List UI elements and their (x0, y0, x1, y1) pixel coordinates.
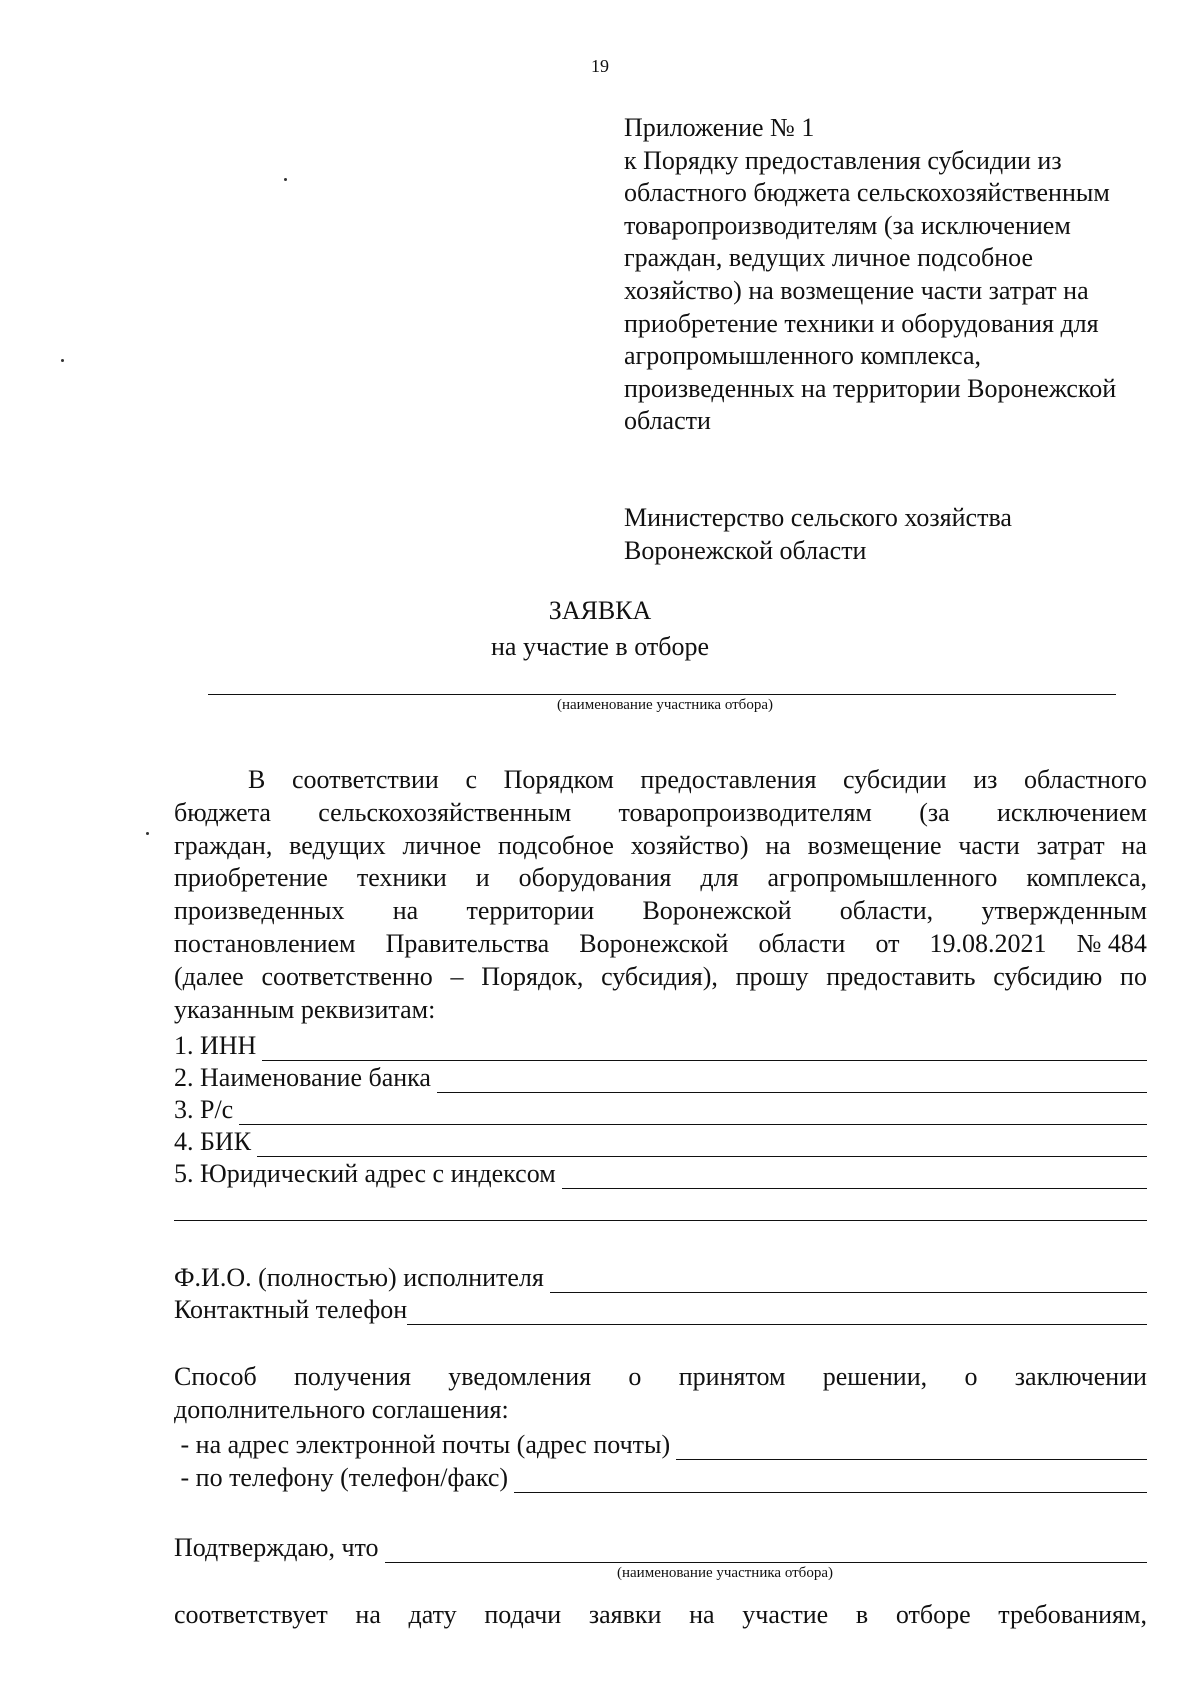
body-word: субсидии (843, 765, 947, 794)
statement-word: заявки (588, 1600, 662, 1629)
statement-word: уведомления (448, 1362, 592, 1391)
notification-method-continuation: дополнительного соглашения: (174, 1395, 509, 1424)
body-word: В (248, 765, 266, 794)
body-word: Порядком (503, 765, 614, 794)
bik-label: 4. БИК (174, 1127, 252, 1156)
statement-word: подачи (484, 1600, 562, 1629)
body-line (174, 895, 1147, 928)
statement-word: на (355, 1600, 381, 1629)
body-line (174, 764, 1147, 797)
body-word: (за (919, 797, 950, 827)
bik-input[interactable] (257, 1132, 1147, 1157)
statement-word: на (689, 1600, 715, 1629)
body-paragraph (174, 764, 1147, 1026)
legal-address-label: 5. Юридический адрес с индексом (174, 1159, 556, 1188)
addressee-line: Воронежской области (624, 536, 867, 565)
body-word: предоставления (640, 765, 817, 794)
body-word: предоставить (826, 961, 976, 991)
appendix-line: хозяйство) на возмещение части затрат на (624, 275, 1089, 305)
statement-word: требованиям, (998, 1600, 1147, 1629)
statement-word: о (964, 1362, 978, 1391)
phone-fax-input[interactable] (514, 1468, 1147, 1493)
inn-label: 1. ИНН (174, 1031, 257, 1060)
body-word: исключением (997, 797, 1147, 827)
body-word: комплекса, (1026, 863, 1147, 893)
body-line (174, 961, 1147, 994)
body-word: субсидию (993, 961, 1103, 991)
participant-name-caption: (наименование участника отбора) (557, 697, 773, 713)
body-word: возмещение (807, 830, 942, 860)
confirm-participant-input[interactable] (385, 1538, 1147, 1563)
executor-name-label: Ф.И.О. (полностью) исполнителя (174, 1263, 544, 1292)
body-word: приобретение (174, 863, 328, 893)
bank-name-label: 2. Наименование банка (174, 1063, 431, 1092)
statement-word: дату (408, 1600, 457, 1629)
body-word: Воронежской (642, 896, 792, 926)
body-word: для (700, 863, 739, 893)
statement-word: решении, (822, 1362, 928, 1391)
bik-field-row (174, 1125, 1147, 1157)
body-word: сельскохозяйственным (318, 797, 572, 827)
body-word: бюджета (174, 797, 271, 827)
account-label: 3. Р/с (174, 1095, 234, 1124)
body-word: соответствии (291, 765, 439, 794)
body-word: области, (839, 896, 934, 926)
appendix-heading (624, 112, 1184, 438)
body-word: постановлением (174, 928, 356, 958)
body-word: по (1120, 961, 1147, 991)
scan-speck (284, 178, 287, 181)
body-word: от (875, 928, 900, 958)
body-word: Воронежской (579, 928, 729, 958)
contact-phone-field-row (174, 1293, 1147, 1325)
appendix-line: области (624, 406, 711, 436)
statement-word: заключении (1014, 1362, 1147, 1391)
statement-word: получения (294, 1362, 411, 1391)
confirm-caption: (наименование участника отбора) (617, 1565, 833, 1581)
phone-option-row (174, 1461, 1147, 1493)
body-word: областного (1023, 765, 1147, 794)
body-line (174, 928, 1147, 961)
scan-speck (146, 832, 149, 835)
statement-word: соответствует (174, 1600, 328, 1629)
appendix-line: к Порядку предоставления субсидии из (624, 145, 1062, 175)
scan-speck (61, 359, 64, 362)
body-word: произведенных (174, 896, 345, 926)
body-word: и (475, 863, 490, 893)
body-word: – (450, 961, 464, 991)
body-word: соответственно (261, 961, 433, 991)
account-input[interactable] (239, 1100, 1147, 1125)
body-word: затрат (1036, 830, 1105, 860)
body-word: на (1121, 830, 1147, 860)
phone-option-label: - по телефону (телефон/факс) (174, 1463, 509, 1492)
body-word: оборудования (518, 863, 672, 893)
statement-word: о (628, 1362, 642, 1391)
document-subtitle: на участие в отборе (491, 632, 709, 661)
body-word: № 484 (1076, 928, 1147, 958)
body-word: утвержденным (981, 896, 1147, 926)
compliance-statement-line (174, 1600, 1147, 1630)
body-word: личное (402, 830, 482, 860)
participant-name-field[interactable] (208, 694, 1116, 695)
email-option-label: - на адрес электронной почты (адрес почты) (174, 1430, 671, 1459)
contact-phone-input[interactable] (407, 1300, 1147, 1325)
body-line (174, 830, 1147, 863)
bank-name-input[interactable] (437, 1068, 1147, 1093)
body-word: территории (466, 896, 595, 926)
body-word: техники (356, 863, 447, 893)
legal-address-continuation-field[interactable] (174, 1220, 1147, 1221)
body-word: Правительства (385, 928, 550, 958)
body-word: Порядок, (481, 961, 584, 991)
statement-word: в (855, 1600, 869, 1629)
body-word: подсобное (497, 830, 614, 860)
body-line (174, 862, 1147, 895)
body-word: из (973, 765, 998, 794)
statement-word: принятом (678, 1362, 786, 1391)
appendix-line: агропромышленного комплекса, (624, 341, 982, 371)
addressee-line: Министерство сельского хозяйства (624, 503, 1012, 532)
body-line (174, 797, 1147, 830)
body-word: граждан, (174, 830, 273, 860)
body-word: ведущих (289, 830, 386, 860)
executor-name-input[interactable] (550, 1268, 1147, 1293)
statement-word: отборе (895, 1600, 971, 1629)
legal-address-field-row (174, 1157, 1147, 1189)
legal-address-input[interactable] (562, 1164, 1147, 1189)
body-word: товаропроизводителям (618, 797, 872, 827)
body-word: на (765, 830, 791, 860)
account-field-row (174, 1093, 1147, 1125)
document-title: ЗАЯВКА (548, 596, 652, 625)
appendix-line: приобретение техники и оборудования для (624, 308, 1099, 338)
appendix-line: Приложение № 1 (624, 113, 815, 142)
body-word: на (392, 896, 419, 926)
executor-name-field-row (174, 1261, 1147, 1293)
inn-field-row (174, 1029, 1147, 1061)
appendix-line: областного бюджета сельскохозяйственным (624, 178, 1110, 208)
body-word: хозяйство) (630, 830, 749, 860)
body-word: реквизитам: (294, 994, 436, 1024)
page-number: 19 (591, 56, 609, 76)
appendix-line: товаропроизводителям (за исключением (624, 210, 1071, 240)
body-word: части (958, 830, 1020, 860)
body-word: указанным (174, 994, 295, 1024)
statement-word: участие (742, 1600, 829, 1629)
inn-input[interactable] (262, 1036, 1147, 1061)
email-option-row (174, 1428, 1147, 1460)
statement-word: Способ (174, 1362, 257, 1391)
contact-phone-label: Контактный телефон (174, 1295, 408, 1324)
body-word: агропромышленного (767, 863, 998, 893)
body-word: области (758, 928, 846, 958)
bank-name-field-row (174, 1061, 1147, 1093)
email-input[interactable] (676, 1435, 1147, 1460)
appendix-line: граждан, ведущих личное подсобное (624, 243, 1034, 273)
body-word: 19.08.2021 (929, 928, 1047, 958)
body-word: субсидия), (601, 961, 718, 991)
appendix-line: произведенных на территории Воронежской (624, 373, 1117, 403)
body-word: прошу (735, 961, 809, 991)
body-word: с (465, 765, 477, 794)
confirm-row (174, 1531, 1147, 1563)
addressee-block (624, 501, 1144, 567)
body-line (174, 994, 1147, 1027)
notification-method-line (174, 1362, 1147, 1392)
confirm-label: Подтверждаю, что (174, 1533, 379, 1562)
body-word: (далее (174, 961, 244, 991)
